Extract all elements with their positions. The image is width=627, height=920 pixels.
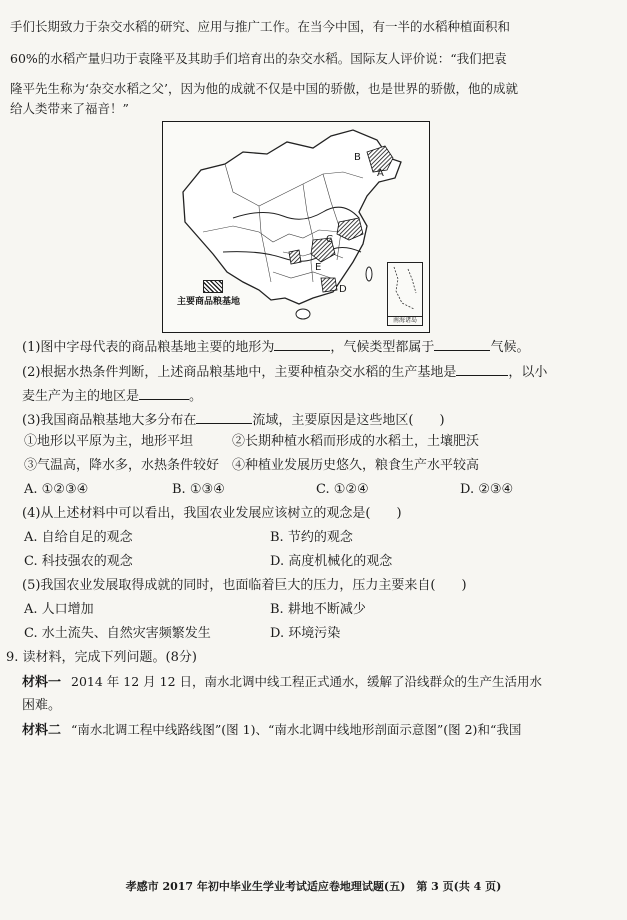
page-footer: 孝感市 2017 年初中毕业生学业考试适应卷地理试题(五) 第 3 页(共 4 页) (125, 880, 502, 893)
grain-base-f (289, 250, 301, 264)
q3-choice-a[interactable]: A. ①②③④ (24, 482, 89, 497)
intro-line-3: 隆平先生称为‘杂交水稻之父’，因为他的成就不仅是中国的骄傲，也是世界的骄傲，他的成就 (10, 81, 518, 96)
legend-label: 主要商品粮基地 (177, 297, 241, 307)
q9-material-2 (22, 721, 521, 740)
map-label-a: A (377, 168, 384, 179)
intro-line-2: 60%的水稻产量归功于袁隆平及其助手们培育出的杂交水稻。国际友人评价说：“我们把袁 (10, 51, 507, 66)
q4-choice-c[interactable]: C. 科技强农的观念 (24, 554, 133, 569)
q9-stem: 9. 读材料，完成下列问题。(8分) (6, 650, 197, 665)
q4-choice-a[interactable]: A. 自给自足的观念 (24, 530, 133, 545)
q1-blank-climate[interactable] (434, 336, 490, 351)
q2-text-pre: (2)根据水热条件判断，上述商品粮基地中，主要种植杂交水稻的生产基地是 (22, 365, 457, 380)
q2-line2-pre: 麦生产为主的地区是 (22, 389, 140, 404)
map-label-c: C (326, 234, 333, 245)
q3-choice-c[interactable]: C. ①②④ (316, 482, 369, 497)
intro-line-4: 给人类带来了福音！” (10, 101, 129, 116)
material-2-text: “南水北调工程中线路线图”(图 1)、“南水北调中线地形剖面示意图”(图 2)和“我国 (71, 722, 522, 737)
q2-blank-rice[interactable] (456, 361, 508, 376)
q4-choice-d[interactable]: D. 高度机械化的观念 (270, 554, 393, 569)
south-china-sea-inset (387, 262, 423, 326)
map-label-d: D (339, 284, 347, 295)
material-1-label: 材料一 (22, 675, 62, 690)
material-1-text: 2014 年 12 月 12 日，南水北调中线工程正式通水，缓解了沿线群众的生产生活用水 (71, 674, 543, 689)
q1-text-mid: ，气候类型都属于 (330, 340, 435, 355)
q5-stem: (5)我国农业发展取得成就的同时，也面临着巨大的压力，压力主要来自( ) (22, 578, 467, 593)
map-label-b: B (354, 152, 361, 163)
q3-opt-1: ①地形以平原为主，地形平坦 (24, 434, 194, 449)
q2-blank-wheat[interactable] (139, 385, 189, 400)
q3-opt-2: ②长期种植水稻而形成的水稻土，土壤肥沃 (232, 434, 480, 449)
q1-blank-landform[interactable] (274, 336, 330, 351)
q4-stem: (4)从上述材料中可以看出，我国农业发展应该树立的观念是( ) (22, 506, 402, 521)
intro-line-1: 手们长期致力于杂交水稻的研究、应用与推广工作。在当今中国，有一半的水稻种植面积和 (10, 19, 511, 34)
q1-text-post: 气候。 (490, 340, 530, 355)
q2-line-2 (22, 385, 202, 406)
material-2-label: 材料二 (22, 723, 62, 738)
q9-material-1 (22, 673, 542, 692)
q3-opt-4: ④种植业发展历史悠久，粮食生产水平较高 (232, 458, 480, 473)
q1-line (22, 336, 529, 357)
china-map-figure (162, 121, 430, 333)
q3-blank-river[interactable] (196, 409, 252, 424)
material-1-line-2: 困难。 (22, 698, 62, 713)
q3-choice-b[interactable]: B. ①③④ (172, 482, 225, 497)
grain-base-d (321, 278, 337, 292)
q4-choice-b[interactable]: B. 节约的观念 (270, 530, 353, 545)
q5-choice-d[interactable]: D. 环境污染 (270, 626, 341, 641)
inset-label: 南海诸岛 (388, 316, 422, 325)
q3-choice-d[interactable]: D. ②③④ (460, 482, 514, 497)
q3-text-pre: (3)我国商品粮基地大多分布在 (22, 413, 197, 428)
q2-line-1 (22, 361, 547, 382)
q5-choice-a[interactable]: A. 人口增加 (24, 602, 94, 617)
map-label-e: E (315, 262, 322, 273)
q2-text-post: ，以小 (508, 365, 548, 380)
q3-opt-3: ③气温高，降水多，水热条件较好 (24, 458, 220, 473)
q3-stem (22, 409, 445, 430)
q2-line2-post: 。 (189, 389, 203, 404)
q5-choice-c[interactable]: C. 水土流失、自然灾害频繁发生 (24, 626, 211, 641)
q1-text-pre: (1)图中字母代表的商品粮基地主要的地形为 (22, 340, 275, 355)
q3-text-post: 流域，主要原因是这些地区( ) (252, 413, 445, 428)
q5-choice-b[interactable]: B. 耕地不断减少 (270, 602, 366, 617)
legend-hatch-swatch (203, 280, 223, 293)
